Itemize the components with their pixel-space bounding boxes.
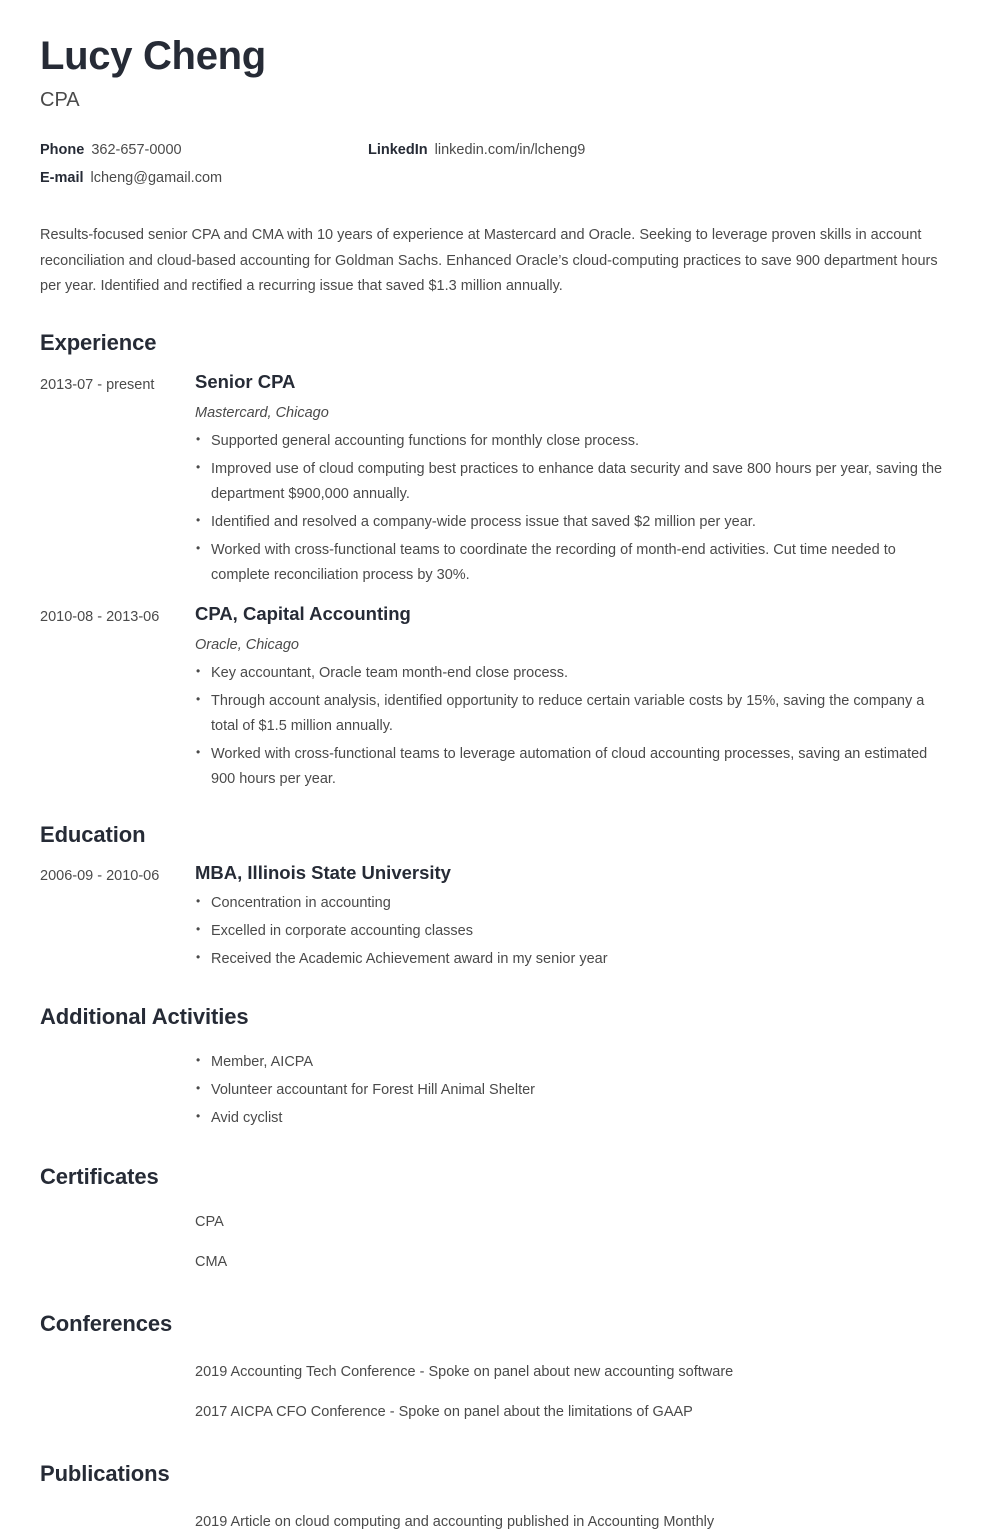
activities-bullet-list [195,1050,950,1131]
publications-list [195,1512,950,1534]
contact-email-label: E-mail [40,169,84,186]
contact-linkedin-value[interactable]: linkedin.com/in/lcheng9 [434,141,586,158]
list-item: • Through account analysis, identified opportunity to reduce certain variable costs by 15%, saving the company a total of $1.5 million annually. [195,689,950,739]
list-item: • Avid cyclist [195,1106,950,1131]
contact-block [40,142,950,186]
education-body [195,861,950,972]
contact-email [40,170,368,186]
section-conferences [40,1311,950,1424]
contact-linkedin [368,142,585,158]
experience-entry [40,602,950,792]
section-title-conferences: Conferences [40,1310,173,1336]
contact-row-two [40,170,950,186]
list-item: • Key accountant, Oracle team month-end close process. [195,661,950,686]
experience-date: 2010-08 - 2013-06 [40,608,160,625]
experience-date: 2013-07 - present [40,376,155,393]
resume-header [40,0,950,112]
section-education [40,822,950,972]
list-item: • Worked with cross-functional teams to leverage automation of cloud accounting processes, saving an estimated 900 hours per year. [195,742,950,792]
list-item: CPA [195,1214,224,1231]
contact-linkedin-label: LinkedIn [368,141,428,158]
list-item: • Improved use of cloud computing best practices to enhance data security and save 800 hours per year, saving the department $900,000 annually. [195,457,950,507]
section-experience [40,330,950,791]
contact-row-one [40,142,950,158]
contact-phone-value[interactable]: 362-657-0000 [91,141,182,158]
list-item: 2019 Article on cloud computing and accounting published in Accounting Monthly [195,1514,715,1531]
candidate-job-title: CPA [40,88,80,111]
list-item: • Concentration in accounting [195,891,950,916]
experience-bullet-list [195,429,950,588]
section-title-education: Education [40,821,146,847]
list-item: 2017 AICPA CFO Conference - Spoke on panel about the limitations of GAAP [195,1404,693,1421]
experience-company: Oracle, Chicago [195,636,299,653]
conferences-list [195,1362,950,1424]
experience-entry [40,370,950,588]
experience-job-title: Senior CPA [195,370,296,392]
list-item: CMA [195,1254,228,1271]
list-item: • Supported general accounting functions for monthly close process. [195,429,950,454]
contact-phone-label: Phone [40,141,85,158]
education-entry [40,861,950,972]
certificates-body [195,1212,950,1274]
section-certificates [40,1164,950,1274]
list-item: • Volunteer accountant for Forest Hill Animal Shelter [195,1078,950,1103]
conferences-body [195,1362,950,1424]
list-item: • Worked with cross-functional teams to coordinate the recording of month-end activities. Cut time needed to complete reconciliation process by 30%. [195,538,950,588]
experience-body [195,370,950,588]
education-date: 2006-09 - 2010-06 [40,867,160,884]
section-title-publications: Publications [40,1460,170,1486]
education-bullet-list [195,891,950,972]
experience-job-title: CPA, Capital Accounting [195,602,411,624]
contact-phone [40,142,368,158]
list-item: • Excelled in corporate accounting classes [195,919,950,944]
section-title-additional-activities: Additional Activities [40,1003,249,1029]
list-item: • Identified and resolved a company-wide process issue that saved $2 million per year. [195,510,950,535]
experience-company: Mastercard, Chicago [195,404,329,421]
contact-email-value[interactable]: lcheng@gamail.com [90,169,223,186]
section-title-experience: Experience [40,330,157,356]
education-degree: MBA, Illinois State University [195,861,451,883]
professional-summary: Results-focused senior CPA and CMA with 10 years of experience at Mastercard and Oracle. Seeking to leverage proven skills in account reconciliation and cloud-based accounting for Goldman Sachs. Enhanced Oracle’s cloud-computing practices to save 900 department hours per year. Identified and rectified a recurring issue that saved $1.3 million annually. [40,226,938,295]
section-title-certificates: Certificates [40,1164,159,1190]
experience-body [195,602,950,792]
list-item: 2019 Accounting Tech Conference - Spoke on panel about new accounting software [195,1364,734,1381]
experience-bullet-list [195,661,950,792]
publications-body [195,1512,950,1534]
list-item: • Member, AICPA [195,1050,950,1075]
candidate-name: Lucy Cheng [40,34,266,78]
section-additional-activities [40,1004,950,1131]
activities-body [195,1050,950,1131]
section-publications [40,1461,950,1534]
certificates-list [195,1212,950,1274]
list-item: • Received the Academic Achievement award in my senior year [195,947,950,972]
